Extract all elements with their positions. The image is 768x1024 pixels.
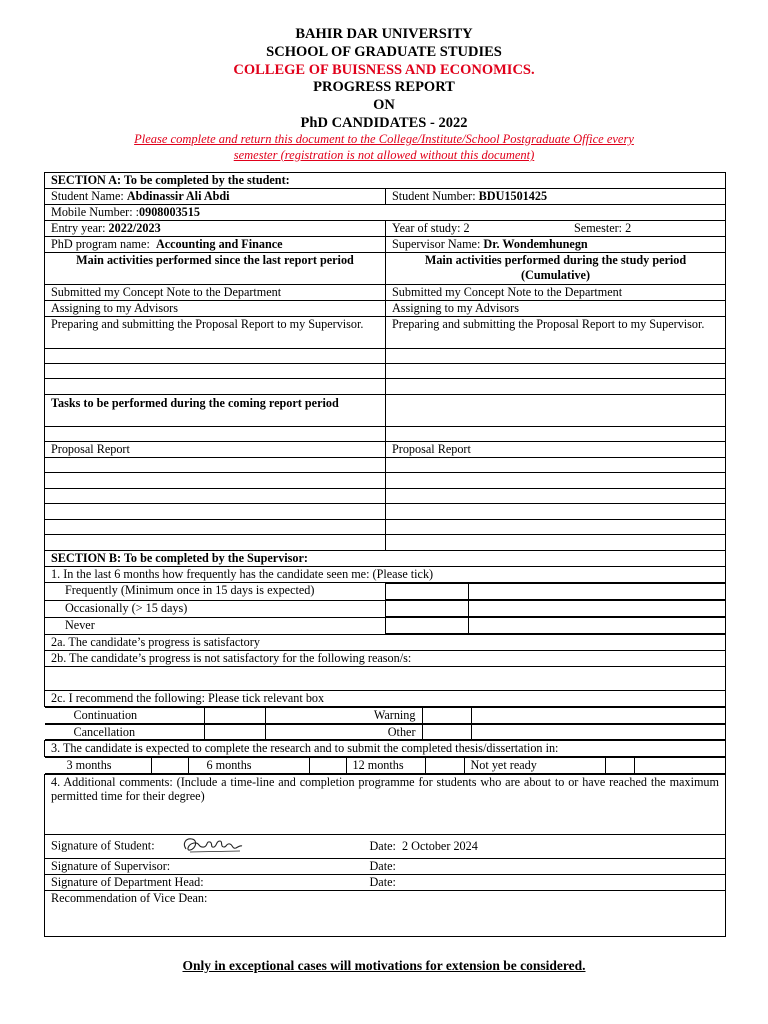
option-never: Never	[45, 617, 386, 635]
option-occasionally: Occasionally (> 15 days)	[45, 600, 386, 617]
signature-head-label: Signature of Department Head:	[45, 875, 386, 891]
tick-box-occasionally[interactable]	[386, 601, 469, 617]
program-cell: PhD program name: Accounting and Finance	[45, 237, 386, 253]
signature-student-cell: Signature of Student:	[45, 834, 386, 859]
date-supervisor-cell: Date:	[386, 859, 726, 875]
student-name: Abdinassir Ali Abdi	[126, 189, 230, 203]
blank-row	[45, 427, 386, 442]
task-coming-2: Proposal Report	[386, 442, 726, 458]
option-6-months: 6 months	[188, 758, 309, 774]
student-name-cell: Student Name: Abdinassir Ali Abdi	[45, 189, 386, 205]
blank-row	[45, 473, 386, 489]
entry-year: 2022/2023	[108, 221, 161, 235]
date-student-cell: Date: 2 October 2024	[386, 834, 726, 859]
activity-last-3: Preparing and submitting the Proposal Report to my Supervisor.	[45, 317, 386, 349]
blank-row	[45, 535, 386, 551]
blank-row	[45, 458, 386, 473]
notice-line-1: Please complete and return this document to the College/Institute/School Postgraduate Office every	[134, 132, 634, 146]
tick-box-3-months[interactable]	[151, 758, 188, 774]
mobile-cell: Mobile Number: :0908003515	[45, 205, 726, 221]
report-title: PROGRESS REPORT	[313, 79, 455, 95]
year-of-study: 2	[463, 221, 470, 235]
question-2b: 2b. The candidate’s progress is not satisfactory for the following reason/s:	[45, 651, 726, 667]
activity-cumulative-3: Preparing and submitting the Proposal Report to my Supervisor.	[386, 317, 726, 349]
activity-last-2: Assigning to my Advisors	[45, 301, 386, 317]
blank-row	[45, 520, 386, 535]
university-name: BAHIR DAR UNIVERSITY	[295, 26, 473, 42]
blank-row	[45, 349, 386, 364]
activity-cumulative-2: Assigning to my Advisors	[386, 301, 726, 317]
option-cancellation: Cancellation	[45, 724, 205, 740]
signature-supervisor-label: Signature of Supervisor:	[45, 859, 386, 875]
tick-box-warning[interactable]	[422, 708, 471, 724]
option-not-yet-ready: Not yet ready	[464, 758, 605, 774]
question-1: 1. In the last 6 months how frequently has the candidate seen me: (Please tick)	[45, 567, 726, 583]
tick-box-6-months[interactable]	[309, 758, 346, 774]
program-name: Accounting and Finance	[155, 237, 283, 251]
activity-last-1: Submitted my Concept Note to the Department	[45, 285, 386, 301]
report-on: ON	[373, 97, 395, 113]
school-name: SCHOOL OF GRADUATE STUDIES	[266, 44, 502, 60]
student-number: BDU1501425	[478, 189, 548, 203]
blank-row	[45, 379, 386, 395]
section-a-title: SECTION A: To be completed by the student:	[45, 173, 726, 189]
notice-line-2: semester (registration is not allowed without this document)	[233, 148, 535, 162]
tick-box-continuation[interactable]	[204, 708, 265, 724]
tick-box-12-months[interactable]	[425, 758, 464, 774]
supervisor-name: Dr. Wondemhunegn	[483, 237, 588, 251]
supervisor-cell: Supervisor Name: Dr. Wondemhunegn	[386, 237, 726, 253]
reasons-field[interactable]	[45, 667, 726, 691]
tick-box-other[interactable]	[422, 724, 471, 740]
footer-note: Only in exceptional cases will motivations for extension be considered.	[182, 958, 586, 973]
task-coming-1: Proposal Report	[45, 442, 386, 458]
blank-row	[45, 504, 386, 520]
option-frequently: Frequently (Minimum once in 15 days is expected)	[45, 583, 386, 601]
progress-report-form	[44, 172, 726, 937]
date-student: 2 October 2024	[402, 839, 478, 854]
candidates-title: PhD CANDIDATES - 2022	[300, 115, 468, 131]
tick-box-never[interactable]	[386, 618, 469, 634]
year-semester-cell: Year of study: 2 Semester: 2	[386, 221, 726, 237]
vice-dean-recommendation: Recommendation of Vice Dean:	[45, 891, 726, 937]
student-number-cell: Student Number: BDU1501425	[386, 189, 726, 205]
question-2c: 2c. I recommend the following: Please tick relevant box	[45, 691, 726, 707]
college-name: COLLEGE OF BUISNESS AND ECONOMICS.	[233, 62, 535, 78]
blank-row	[45, 489, 386, 504]
student-signature-image	[180, 835, 246, 859]
tasks-heading: Tasks to be performed during the coming report period	[45, 395, 386, 427]
date-head-cell: Date:	[386, 875, 726, 891]
question-3: 3. The candidate is expected to complete the research and to submit the completed thesis/dissertation in:	[45, 741, 726, 757]
option-other: Other	[265, 724, 422, 740]
question-2a: 2a. The candidate’s progress is satisfactory	[45, 635, 726, 651]
section-b-title: SECTION B: To be completed by the Supervisor:	[45, 551, 726, 567]
entry-year-cell: Entry year: 2022/2023	[45, 221, 386, 237]
question-4: 4. Additional comments: (Include a time-line and completion programme for students who are about to or have reached the maximum permitted time for their degree)	[45, 774, 726, 834]
option-3-months: 3 months	[45, 758, 152, 774]
mobile-number: 0908003515	[139, 205, 200, 219]
tick-box-not-yet-ready[interactable]	[605, 758, 634, 774]
tick-box-cancellation[interactable]	[204, 724, 265, 740]
blank-row	[45, 364, 386, 379]
col-cumulative-header: Main activities performed during the study period (Cumulative)	[386, 253, 726, 285]
semester: 2	[625, 221, 632, 235]
activity-cumulative-1: Submitted my Concept Note to the Department	[386, 285, 726, 301]
option-warning: Warning	[265, 708, 422, 724]
option-continuation: Continuation	[45, 708, 205, 724]
col-last-period-header: Main activities performed since the last report period	[45, 253, 386, 285]
option-12-months: 12 months	[346, 758, 425, 774]
tick-box-frequently[interactable]	[386, 584, 469, 600]
